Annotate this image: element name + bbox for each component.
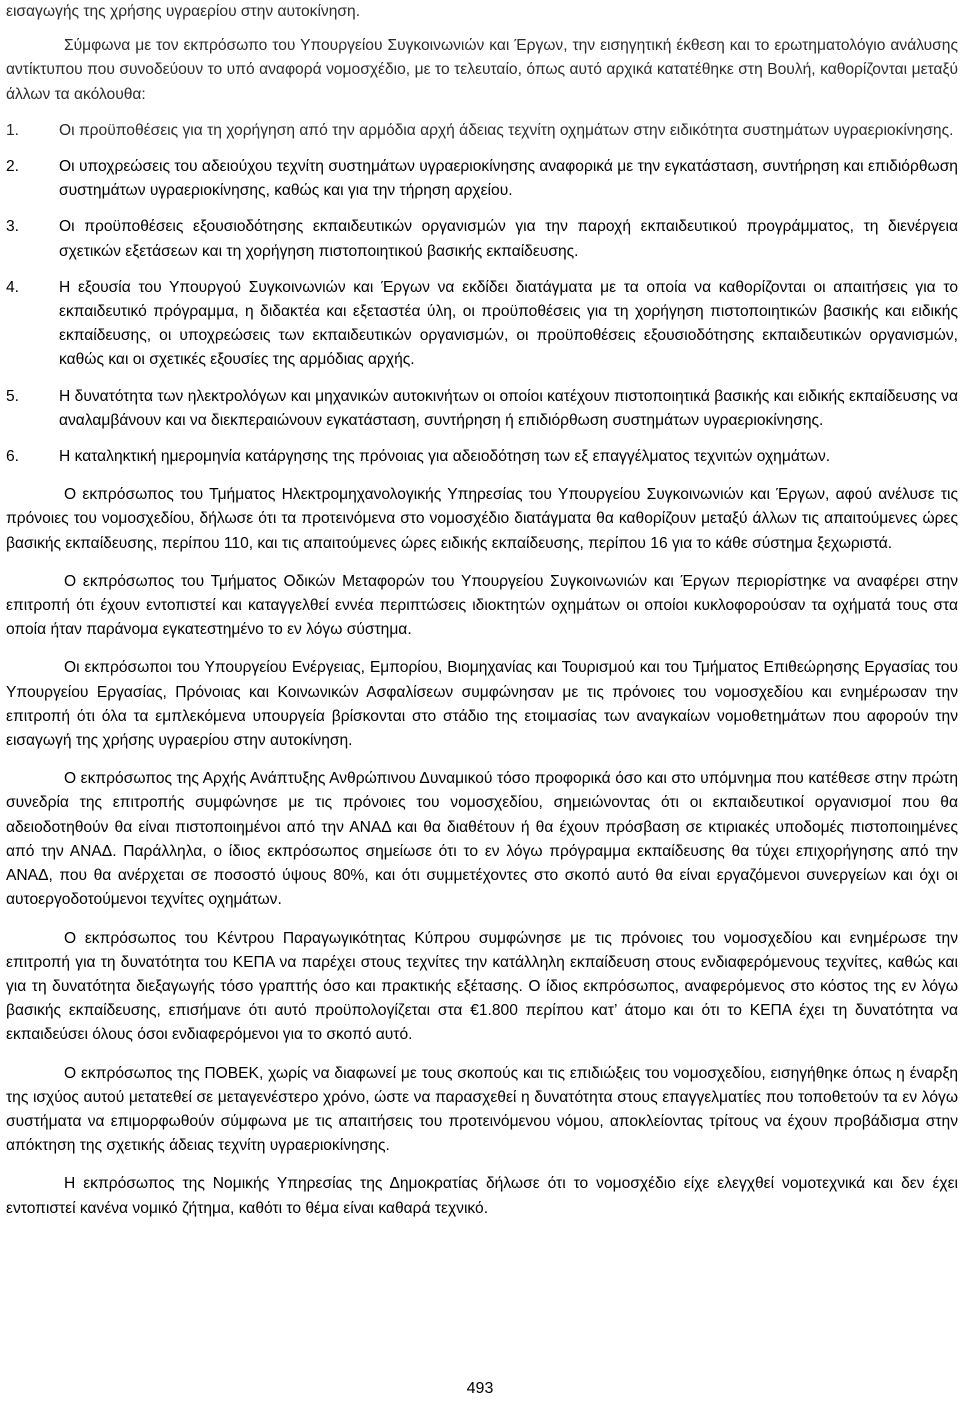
list-item-text: Η δυνατότητα των ηλεκτρολόγων και μηχανικών αυτοκινήτων οι οποίοι κατέχουν πιστοποιητικά βασικής και ειδικής εκπαίδευσης να αναλαμβάνουν και να διεκπεραιώνουν εγκατάσταση, συντήρηση ή επιδιόρθωση συστημάτων υγραεριοκίνησης. xyxy=(59,387,958,429)
intro-paragraph: Σύμφωνα με τον εκπρόσωπο του Υπουργείου Συγκοινωνιών και Έργων, την εισηγητική έκθεση και το ερωτηματολόγιο ανάλυσης αντίκτυπου που συνοδεύουν το υπό αναφορά νομοσχέδιο, με το τελευταίο, όπως αυτό αρχικά κατατέθηκε στη Βουλή, καθορίζονται μεταξύ άλλων τα ακόλουθα: xyxy=(6,37,958,103)
list-item-text: Οι προϋποθέσεις για τη χορήγηση από την αρμόδια αρχή άδειας τεχνίτη οχημάτων στην ειδικότητα συστημάτων υγραεριοκίνησης. xyxy=(59,121,954,139)
body-paragraph: Ο εκπρόσωπος του Τμήματος Οδικών Μεταφορών του Υπουργείου Συγκοινωνιών και Έργων περιορίστηκε να αναφέρει στην επιτροπή ότι έχουν εντοπιστεί και καταγγελθεί εννέα περιπτώσεις ιδιοκτητών οχημάτων οι οποίοι κυκλοφορούσαν τα οχήματά τους στα οποία ήταν παράνομα εγκατεστημένο το εν λόγω σύστημα. xyxy=(6,572,958,639)
body-paragraph: Ο εκπρόσωπος της ΠΟΒΕΚ, χωρίς να διαφωνεί με τους σκοπούς και τις επιδιώξεις του νομοσχεδίου, εισηγήθηκε όπως η έναρξη της ισχύος αυτού μετατεθεί σε μεταγενέστερο χρόνο, ώστε να παρασχεθεί η δυνατότητα στους επαγγελματίες που τοποθετούν τα εν λόγω συστήματα να επιμορφωθούν σύμφωνα με τις απαιτήσεις του προτεινόμενου νόμου, αποκλείοντας τρίτους να έχουν προβάδισμα στην απόκτηση της σχετικής άδειας τεχνίτη υγραεριοκίνησης. xyxy=(6,1064,958,1155)
list-item xyxy=(6,445,958,469)
list-item xyxy=(6,385,958,433)
list-item-number: 4. xyxy=(6,278,20,296)
list-item-text: Οι υποχρεώσεις του αδειούχου τεχνίτη συστημάτων υγραεριοκίνησης αναφορικά με την εγκατάσταση, συντήρηση και επιδιόρθωση συστημάτων υγραεριοκίνησης, καθώς και για την τήρηση αρχείου. xyxy=(59,158,958,200)
body-paragraph: Οι εκπρόσωποι του Υπουργείου Ενέργειας, Εμπορίου, Βιομηχανίας και Τουρισμού και του Τμήματος Επιθεώρησης Εργασίας του Υπουργείου Εργασίας, Πρόνοιας και Κοινωνικών Ασφαλίσεων συμφώνησαν με τις πρόνοιες του νομοσχεδίου και ενημέρωσαν την επιτροπή ότι όλα τα εμπλεκόμενα υπουργεία βρίσκονται στο στάδιο της ετοιμασίας των αναγκαίων νομοθετημάτων που αφορούν την εισαγωγή της χρήσης υγραερίου στην αυτοκίνηση. xyxy=(6,659,958,750)
list-item xyxy=(6,119,958,143)
list-item-number: 2. xyxy=(6,158,20,176)
list-item-text: Η καταληκτική ημερομηνία κατάργησης της πρόνοιας για αδειοδότηση των εξ επαγγέλματος τεχνιτών οχημάτων. xyxy=(59,448,831,466)
body-paragraph: Ο εκπρόσωπος του Τμήματος Ηλεκτρομηχανολογικής Υπηρεσίας του Υπουργείου Συγκοινωνιών και Έργων, αφού ανέλυσε τις πρόνοιες του νομοσχεδίου, δήλωσε ότι τα προτεινόμενα στο νομοσχέδιο διατάγματα θα καθορίζουν μεταξύ άλλων τις απαιτούμενες ώρες βασικής εκπαίδευσης, περίπου 110, και τις απαιτούμενες ώρες ειδικής εκπαίδευσης, περίπου 16 για το κάθε σύστημα ξεχωριστά. xyxy=(6,486,958,552)
list-item xyxy=(6,155,958,203)
page-number: 493 xyxy=(466,1380,494,1397)
list-item-number: 5. xyxy=(6,387,20,405)
list-item-text: Η εξουσία του Υπουργού Συγκοινωνιών και Έργων να εκδίδει διατάγματα με τα οποία να καθορίζονται οι απαιτήσεις για το εκπαιδευτικό πρόγραμμα, η διδακτέα και εξεταστέα ύλη, οι προϋποθέσεις για τη χορήγηση πιστοποιητικών βασικής και ειδικής εκπαίδευσης, οι υποχρεώσεις των εκπαιδευτικών οργανισμών, οι προϋποθέσεις εξουσιοδότησης εκπαιδευτικών οργανισμών, καθώς και οι σχετικές εξουσίες της αρμόδιας αρχής. xyxy=(59,278,958,369)
list-item xyxy=(6,276,958,373)
list-item-number: 3. xyxy=(6,218,20,236)
list-item-number: 6. xyxy=(6,448,20,466)
list-item xyxy=(6,215,958,263)
document-page xyxy=(6,0,958,1221)
body-paragraph: Ο εκπρόσωπος της Αρχής Ανάπτυξης Ανθρώπινου Δυναμικού τόσο προφορικά όσο και στο υπόμνημα που κατέθεσε στην πρώτη συνεδρία της επιτροπής συμφώνησε με τις πρόνοιες του νομοσχεδίου, σημειώνοντας ότι οι εκπαιδευτικοί οργανισμοί που θα αδειοδοτηθούν θα είναι πιστοποιημένοι από την ΑΝΑΔ και θα διαθέτουν ή θα έχουν πρόσβαση σε κτιριακές υποδομές πιστοποιημένες από την ΑΝΑΔ. Παράλληλα, ο ίδιος εκπρόσωπος σημείωσε ότι το εν λόγω πρόγραμμα εκπαίδευσης θα τύχει επιχορήγησης από την ΑΝΑΔ, που θα ανέρχεται σε ποσοστό ύψους 80%, και ότι συμμετέχοντες στο σκοπό αυτό θα είναι εργαζόμενοι συνεργείων και όχι οι αυτοεργοδοτούμενοι τεχνίτες οχημάτων. xyxy=(6,770,958,909)
list-item-text: Οι προϋποθέσεις εξουσιοδότησης εκπαιδευτικών οργανισμών για την παροχή εκπαιδευτικού προγράμματος, τη διενέργεια σχετικών εξετάσεων και τη χορήγηση πιστοποιητικού βασικής εκπαίδευσης. xyxy=(59,218,958,260)
body-paragraph: Η εκπρόσωπος της Νομικής Υπηρεσίας της Δημοκρατίας δήλωσε ότι το νομοσχέδιο είχε ελεγχθεί νομοτεχνικά και δεν έχει εντοπιστεί κανένα νομικό ζήτημα, καθότι το θέμα είναι καθαρά τεχνικό. xyxy=(6,1175,958,1217)
body-paragraph: Ο εκπρόσωπος του Κέντρου Παραγωγικότητας Κύπρου συμφώνησε με τις πρόνοιες του νομοσχεδίου και ενημέρωσε την επιτροπή για τη δυνατότητα του ΚΕΠΑ να παρέχει στους τεχνίτες την κατάλληλη εκπαίδευση στους ενδιαφερόμενους τεχνίτες, καθώς και για τη δυνατότητα διεξαγωγής τόσο γραπτής όσο και πρακτικής εξέτασης. Ο ίδιος εκπρόσωπος, αναφερόμενος στο κόστος της εν λόγω βασικής εκπαίδευσης, επισήμανε ότι αυτό προϋπολογίζεται στα €1.800 περίπου κατ’ άτομο και ότι το ΚΕΠΑ έχει τη δυνατότητα να εκπαιδεύσει όλους όσοι ενδιαφερόμενοι για το σκοπό αυτό. xyxy=(6,929,958,1044)
intro-tail: εισαγωγής της χρήσης υγραερίου στην αυτοκίνηση. xyxy=(6,3,361,20)
list-item-number: 1. xyxy=(6,121,20,139)
